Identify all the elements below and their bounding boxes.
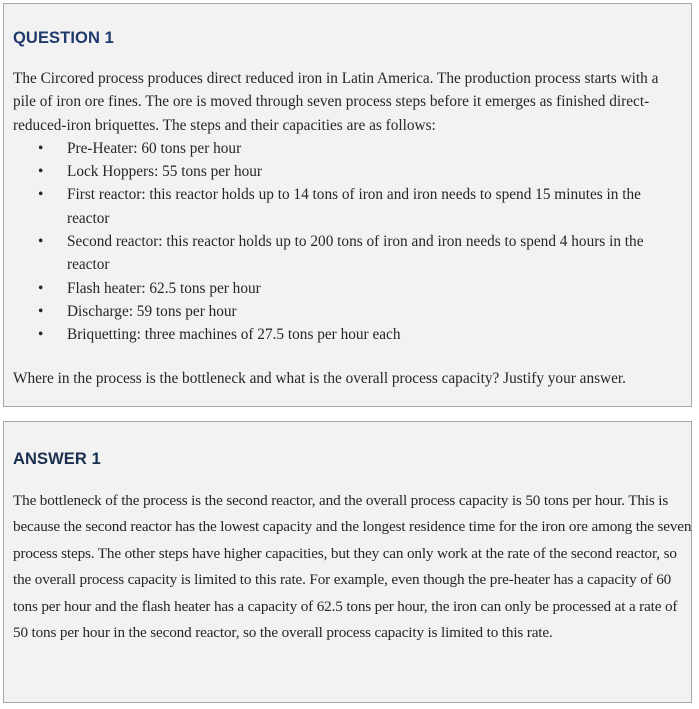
bullet-icon: • xyxy=(38,302,44,320)
answer-panel xyxy=(3,421,692,703)
bullet-icon: • xyxy=(38,186,44,204)
question-prompt: Where in the process is the bottleneck and what is the overall process capacity? Justify your answer. xyxy=(13,370,626,387)
process-step-lock-hoppers xyxy=(13,160,685,183)
step-text: Pre-Heater: 60 tons per hour xyxy=(67,139,242,157)
question-panel xyxy=(3,3,692,407)
process-step-first-reactor xyxy=(13,183,685,230)
step-text: Flash heater: 62.5 tons per hour xyxy=(67,279,261,297)
answer-heading: ANSWER 1 xyxy=(13,450,101,468)
bullet-icon: • xyxy=(38,163,44,181)
answer-text: The bottleneck of the process is the second reactor, and the overall process capacity is 50 tons per hour. This is because the second reactor has the lowest capacity and the longest residence time for the iron ore among the seven process steps. The other steps have higher capacities, but they can only work at the rate of the second reactor, so the overall process capacity is limited to this rate. For example, even though the pre-heater has a capacity of 60 tons per hour and the flash heater has a capacity of 62.5 tons per hour, the iron can only be processed at a rate of 50 tons per hour in the second reactor, so the overall process capacity is limited to this rate. xyxy=(13,492,692,642)
step-text: Discharge: 59 tons per hour xyxy=(67,302,237,320)
process-step-second-reactor xyxy=(13,230,685,277)
bullet-icon: • xyxy=(38,279,44,297)
process-step-pre-heater xyxy=(13,137,685,160)
process-step-briquetting xyxy=(13,323,685,346)
step-text: First reactor: this reactor holds up to 14 tons of iron and iron needs to spend 15 minutes in the reactor xyxy=(67,186,641,227)
question-intro: The Circored process produces direct reduced iron in Latin America. The production process starts with a pile of iron ore fines. The ore is moved through seven process steps before it emerges as finished direct-reduced-iron briquettes. The steps and their capacities are as follows: xyxy=(13,70,659,134)
step-text: Briquetting: three machines of 27.5 tons per hour each xyxy=(67,326,401,344)
question-heading: QUESTION 1 xyxy=(13,29,114,47)
process-step-flash-heater xyxy=(13,277,685,300)
process-step-discharge xyxy=(13,300,685,323)
question-body xyxy=(13,67,685,347)
step-text: Second reactor: this reactor holds up to 200 tons of iron and iron needs to spend 4 hours in the reactor xyxy=(67,233,644,274)
bullet-icon: • xyxy=(38,139,44,157)
step-text: Lock Hoppers: 55 tons per hour xyxy=(67,163,262,181)
bullet-icon: • xyxy=(38,233,44,251)
process-steps-list xyxy=(13,137,685,347)
bullet-icon: • xyxy=(38,326,44,344)
